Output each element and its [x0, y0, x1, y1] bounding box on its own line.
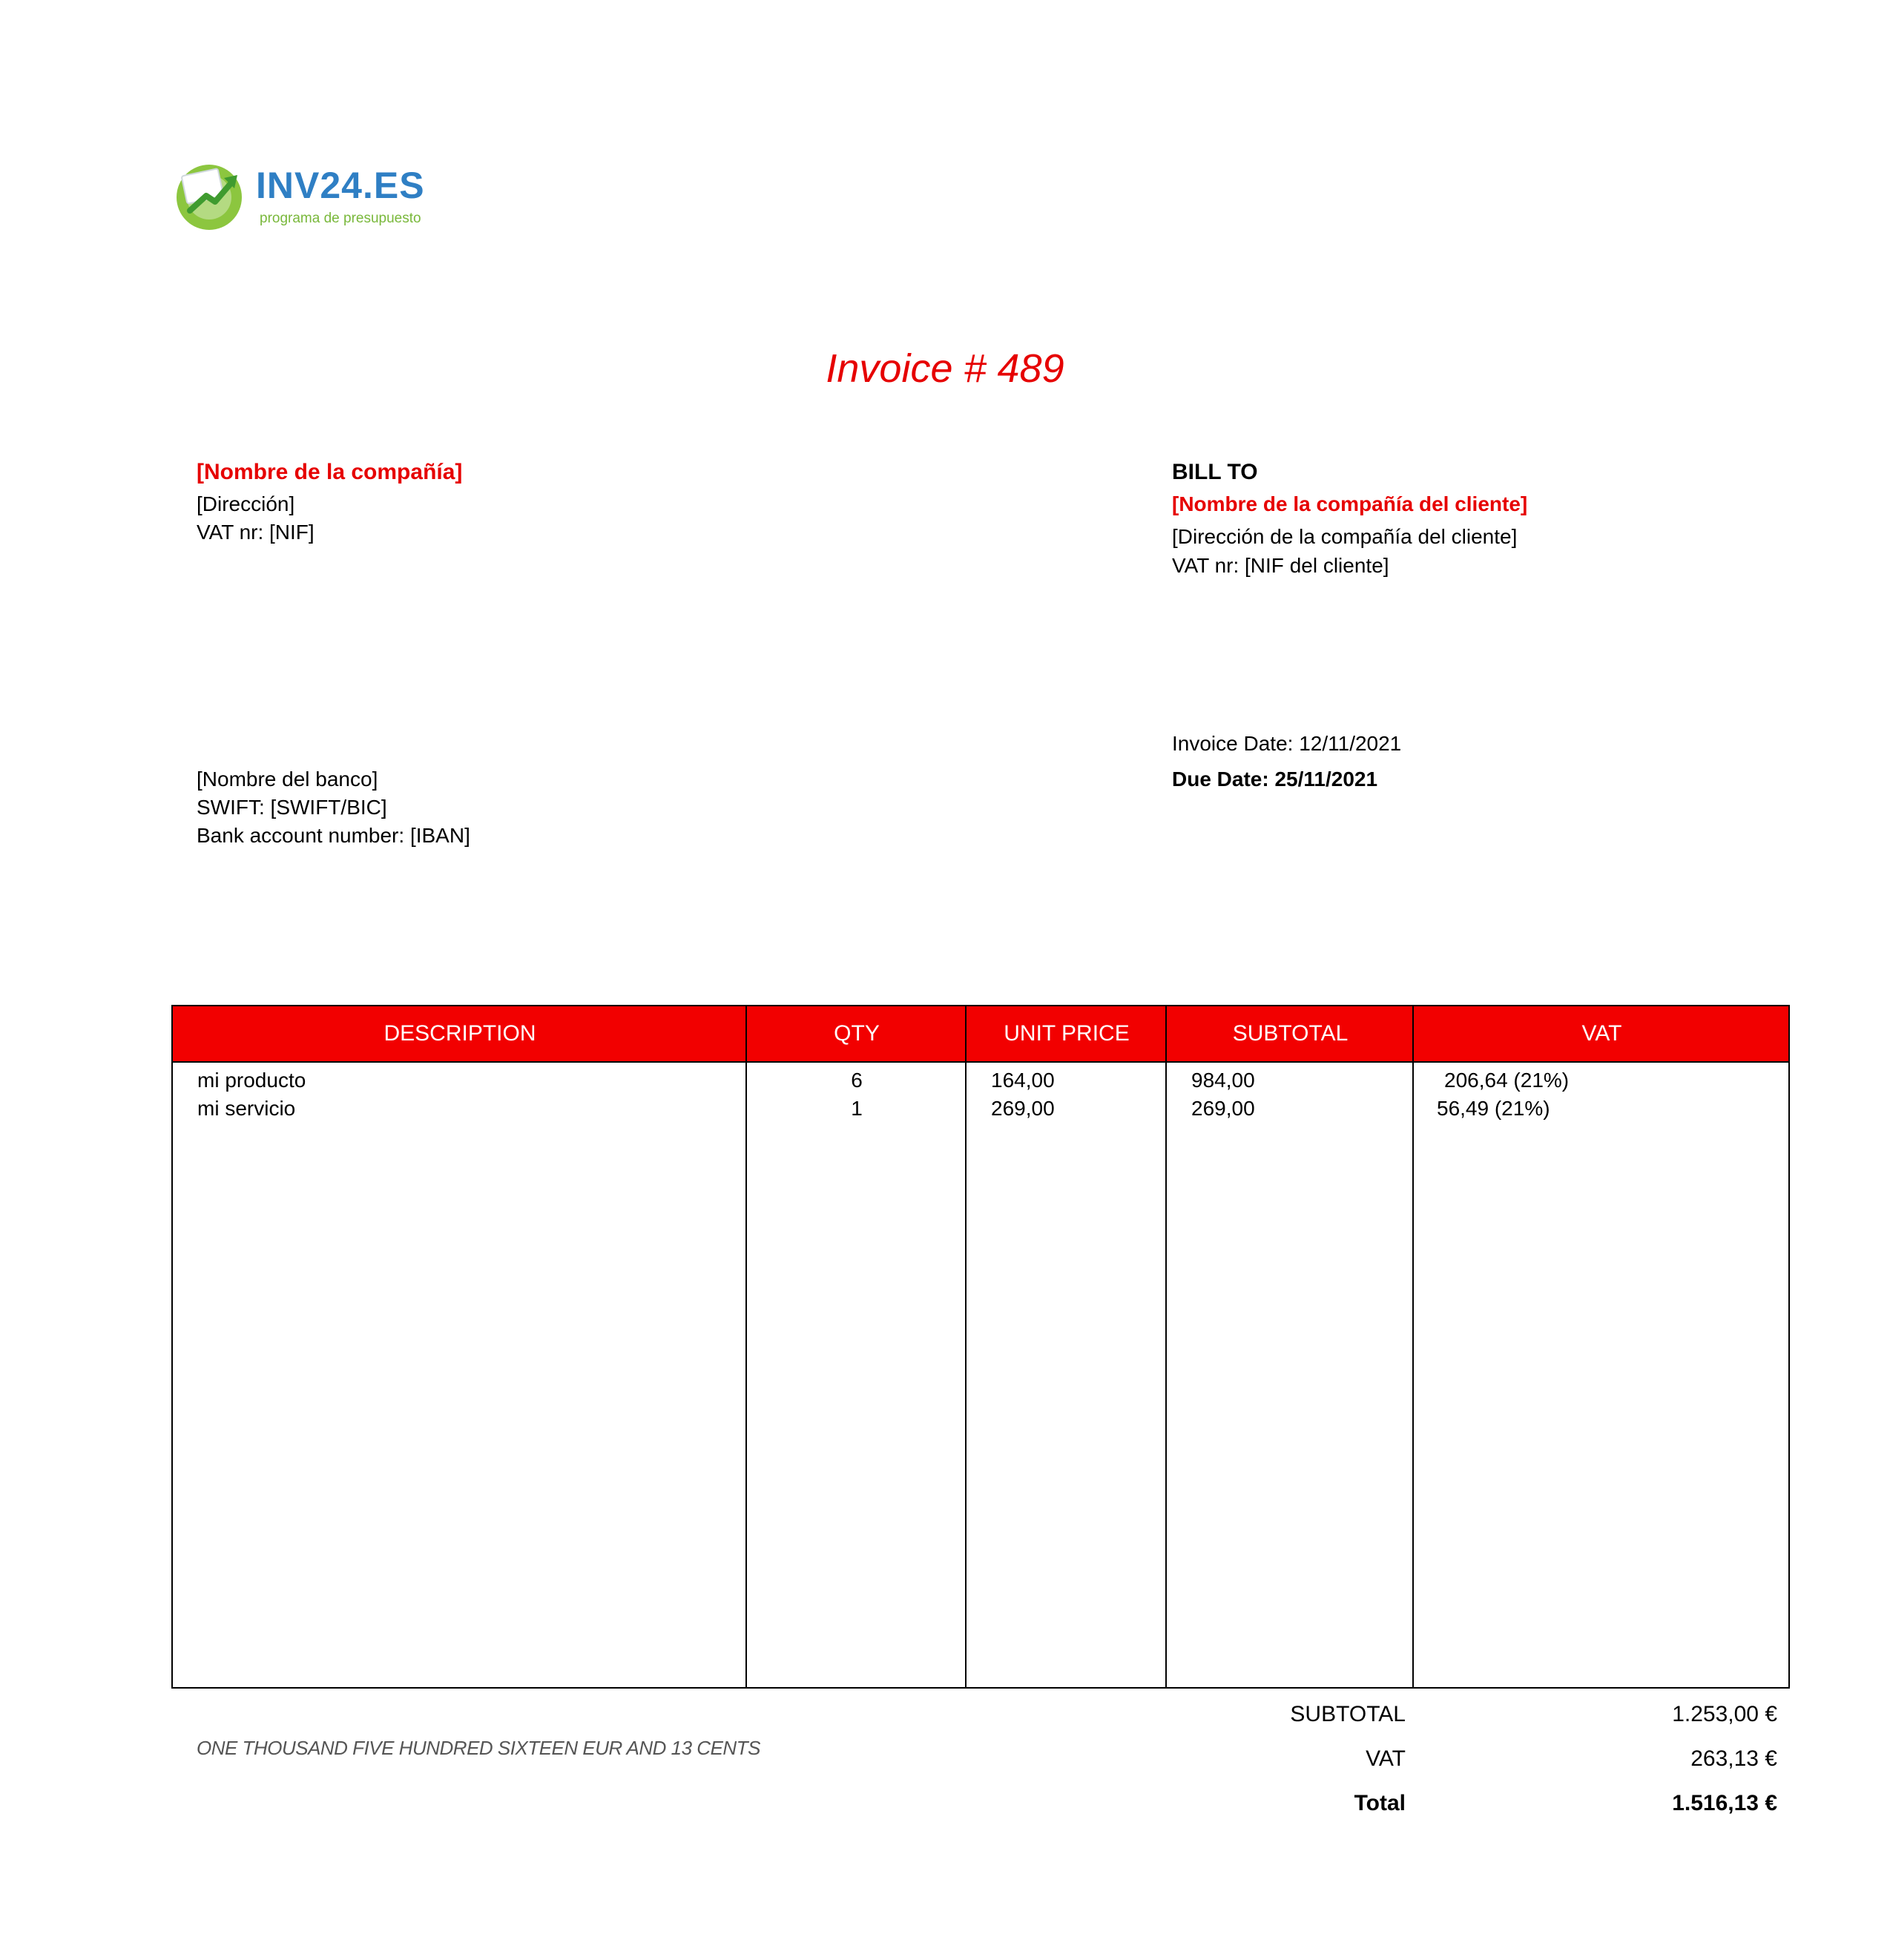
seller-vat: VAT nr: [NIF]: [197, 521, 315, 544]
row-2-subtotal: 269,00: [1191, 1097, 1255, 1120]
subtotal-value: 1.253,00 €: [1672, 1702, 1777, 1726]
logo-brand-name: INV24.ES: [256, 165, 425, 206]
header-qty: QTY: [834, 1021, 880, 1046]
vat-label: VAT: [1366, 1746, 1406, 1771]
seller-company-name: [Nombre de la compañía]: [197, 460, 463, 484]
header-subtotal: SUBTOTAL: [1232, 1021, 1349, 1046]
row-1-vat: 206,64 (21%): [1444, 1069, 1570, 1092]
client-vat: VAT nr: [NIF del cliente]: [1172, 554, 1389, 577]
bank-swift: SWIFT: [SWIFT/BIC]: [197, 796, 387, 819]
logo-tagline: programa de presupuesto: [260, 211, 421, 226]
row-2-description: mi servicio: [197, 1097, 296, 1120]
client-address: [Dirección de la compañía del cliente]: [1172, 525, 1518, 548]
column-divider: [1412, 1006, 1414, 1687]
bank-account: Bank account number: [IBAN]: [197, 824, 470, 847]
subtotal-label: SUBTOTAL: [1290, 1702, 1406, 1726]
row-2-unit-price: 269,00: [991, 1097, 1055, 1120]
row-1-description: mi producto: [197, 1069, 306, 1092]
vat-value: 263,13 €: [1690, 1746, 1777, 1771]
client-company-name: [Nombre de la compañía del cliente]: [1172, 492, 1528, 515]
column-divider: [1165, 1006, 1167, 1687]
due-date: Due Date: 25/11/2021: [1172, 768, 1378, 791]
header-unit-price: UNIT PRICE: [1004, 1021, 1130, 1046]
amount-in-words: ONE THOUSAND FIVE HUNDRED SIXTEEN EUR AND 13 CENTS: [197, 1737, 760, 1759]
table-header-row: [173, 1006, 1788, 1063]
invoice-title: Invoice # 489: [826, 346, 1064, 391]
row-1-subtotal: 984,00: [1191, 1069, 1255, 1092]
row-2-qty: 1: [851, 1097, 863, 1120]
invoice-date: Invoice Date: 12/11/2021: [1172, 732, 1402, 755]
seller-address: [Dirección]: [197, 492, 295, 515]
header-vat: VAT: [1581, 1021, 1622, 1046]
total-label: Total: [1354, 1791, 1406, 1815]
row-1-unit-price: 164,00: [991, 1069, 1055, 1092]
row-2-vat: 56,49 (21%): [1437, 1097, 1550, 1120]
items-table: [171, 1005, 1790, 1689]
header-description: DESCRIPTION: [383, 1021, 536, 1046]
row-1-qty: 6: [851, 1069, 863, 1092]
bank-name: [Nombre del banco]: [197, 768, 378, 791]
total-value: 1.516,13 €: [1672, 1791, 1777, 1815]
bill-to-heading: BILL TO: [1172, 460, 1258, 484]
